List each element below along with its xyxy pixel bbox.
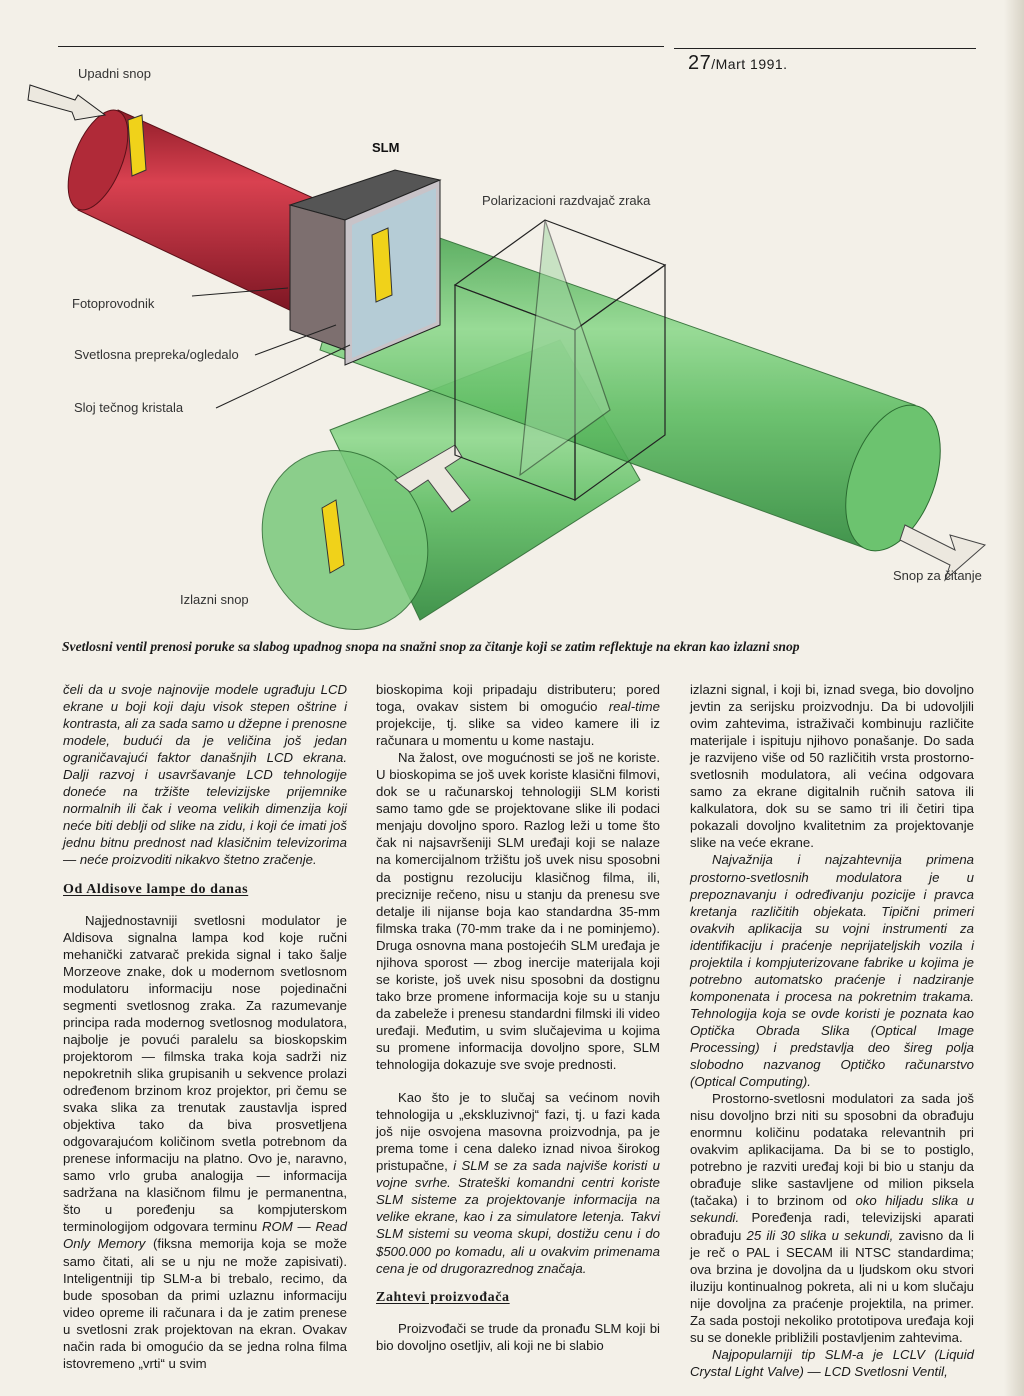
header-rule-left — [58, 46, 664, 47]
col2-paragraph-3: Kao što je to slučaj sa većinom novih tehnologija u „ekskluzivnoj“ fazi, tj. u fazi kada još nije osvojena masovna proizvodnja, pa je prema tome i cena daleko iznad nivoa širokog pristupačne, i SLM se za sada najviše koristi u vojne svrhe. Strateški komandni centri koriste SLM sisteme za projektovanje informacija na velike ekrane, kao i za simulatore letenja. Takvi SLM sistemi su veoma skupi, dostižu cenu i do $500.000 po komadu, ali u ovakvim primenama cena je od drugorazrednog značaja. — [376, 1090, 660, 1276]
col2-paragraph-4: Proizvođači se trude da pronađu SLM koji bi bio dovoljno osetljiv, ali koji ne bi slabio — [376, 1320, 660, 1353]
label-slm: SLM — [372, 140, 400, 155]
label-liquid-crystal: Sloj tečnog kristala — [74, 400, 184, 415]
figure-caption: Svetlosni ventil prenosi poruke sa slabog upadnog snopa na snažni snop za čitanje koji se zatim reflektuje na ekran kao izlazni snop — [62, 639, 800, 654]
section-heading-aldis: Od Aldisove lampe do danas — [63, 881, 249, 897]
column-1 — [63, 681, 347, 1372]
column-3 — [690, 681, 974, 1380]
col3-paragraph-3: Prostorno-svetlosni modulatori za sada još nisu dovoljno brzi niti su sposobni da obrađuju enormnu količinu podataka relevantnih pri ovakvim aplikacijama. Da bi se to postiglo, potrebno je razviti uređaj koji bi bio u stanju da obrađuje slike sastavljene od milion piksela (tačaka) i to brzinom od oko hiljadu slika u sekundi. Poređenja radi, televizijski aparati obrađuju 25 ili 30 slika u sekundi, zavisno da li je reč o PAL i SECAM ili NTSC standardima; ova brzina je dovoljna da u ljudskom oku stvori iluziju kontinualnog pokreta, ali ni u kom slučaju nije dovoljna za praćenje projektila, na primer. Za sada postoji nekoliko prototipova uređaja koji su se donekle približili postavljenim zahtevima. — [690, 1091, 975, 1345]
header-rule-right — [674, 48, 976, 49]
label-output-beam: Izlazni snop — [180, 592, 249, 607]
page-edge-shadow — [1004, 0, 1024, 1396]
col3-paragraph-2: Najvažnija i najzahtevnija primena prostorno-svetlosnih modulatora je u prepoznavanju i određivanju pozicije i pravca kretanja različitih objekata. Tipični primeri ovakvih aplikacija su vojni instrumenti za identifikaciju i praćenje neprijateljskih vozila i projektila i kompjuterizovane fabrike u kojima je potrebno automatsko praćenje i nadziranje komponenata i procesa na pokretnim trakama. Tehnologija koja se ovde koristi je poznata kao Optička Obrada Slika (Optical Image Processing) i predstavlja deo šireg polja slobodno nazvanog Optičko računarstvo (Optical Computing). — [690, 852, 974, 1090]
col2-paragraph-2: Na žalost, ove mogućnosti se još ne koriste. U bioskopima se još uvek koriste klasični filmovi, dok se u računarskoj tehnologiji SLM koristi samo tamo gde se projektovane slike ili podaci menjaju dovoljno sporo. Razlog leži u tome što čak ni najsavršeniji SLM uređaji koji se nalaze na komercijalnom tržištu još uvek nisu sposobni da postignu rezoluciju klasičnog filma, ili, preciznije rečeno, nisu u stanju da prenesu sve detalje ili nijanse boja kao standardna 35-mm filmska traka (70-mm trake da i ne pominjemo). Druga osnovna mana postojećih SLM uređaja je njihova sporost — zbog inercije materijala koji se koriste, još uvek nisu sposobni da dostignu tako brze promene informacija koje su u stanju da zabeleže i prenesu standardni filmski ili video uređaji. Međutim, u svim slučajevima u kojima su promene informacija dovoljno spore, SLM tehnologija dokazuje sve svoje prednosti. — [376, 750, 660, 1073]
slm-yellow-arrow — [372, 228, 392, 302]
col1-paragraph: Najjednostavniji svetlosni modulator je Aldisova signalna lampa kod koje ručni mehanički zatvarač prekida signal i tako šalje Morzeove znake, dok u modernom svetlosnom modulatoru informaciju nose pojedinačni segmenti svetlosnog zraka. Za razumevanje principa rada modernog svetlosnog modulatora, najbolje je povući paralelu sa bioskopskim projektorom — filmska traka koja sadrži niz nepokretnih slika grupisanih u sekvence prolazi određenom brzinom kroz projektor, pri čemu se svaka slika za trenutak zaustavlja ispred objektiva tako da biva prosvetljena odgovarajućom količinom svetla potrebnom da prenese informaciju na platno. Ovo je, naravno, samo vrlo gruba analogija — informacija sadržana na klasičnom filmu je permanentna, što u poređenju sa kompjuterskom terminologijom odgovara terminu ROM — Read Only Memory (fiksna memorija koja se može samo čitati, ali se u nju ne može zapisivati). Inteligentniji tip SLM-a bi trebalo, recimo, da bude sposoban da primi uzlaznu informaciju video opreme ili računara i da je zatim prenese u svetlosni zrak projektovan na ekran. Ovakav način rada bi omogućio da se jedna rolna filma istovremeno „vrti“ u svim — [63, 912, 348, 1371]
label-light-barrier: Svetlosna prepreka/ogledalo — [74, 347, 239, 362]
column-2 — [376, 681, 660, 1354]
label-incoming-beam: Upadni snop — [78, 66, 151, 81]
section-heading-requirements: Zahtevi proizvođača — [376, 1289, 510, 1305]
col2-paragraph-1: bioskopima koji pripadaju distributeru; pored toga, ovakav sistem bi omogućio real-time projekcije, tj. slike sa video kamere ili iz računara u momentu u kome nastaju. — [376, 682, 660, 749]
issue-date: 27/Mart 1991. — [688, 52, 788, 74]
label-photoconductor: Fotoprovodnik — [72, 296, 155, 311]
label-beam-splitter: Polarizacioni razdvajač zraka — [482, 193, 651, 208]
col1-intro: čeli da u svoje najnovije modele ugrađuju LCD ekrane u boji koji daju visok stepen oštrine i kontrasta, ali za sada samo u džepne i prenosne modele, budući da je veličina još jedan ograničavajući faktor današnjih LCD ekrana. Dalji razvoj i usavršavanje LCD tehnologije doneće na tržište televizijske prijemnike normalnih ili čak i veoma velikih dimenzija koji neće biti deblji od slike na zidu, i koji će imati još jednu bitnu prednost nad klasičnim televizorima — neće proizvoditi nikakvo štetno zračenje. — [63, 682, 347, 868]
col3-paragraph-4: Najpopularniji tip SLM-a je LCLV (Liquid Crystal Light Valve) — LCD Svetlosni Ventil, — [690, 1346, 974, 1379]
col3-paragraph-1: izlazni signal, i koji bi, iznad svega, bio dovoljno jevtin za serijsku proizvodnju. Da bi udovoljili ovim zahtevima, istraživači kombinuju različite materijale i ispituju njihovo ponašanje. Do sada je razvijeno više od 50 različitih vrsta prostorno-svetlosnih modulatora, ali većina odgovara samo za ekrane digitalnih ručnih satova ili kalkulatora, dok su se samo tri ili četiri tipa pokazali dovoljno kvalitetnim za projektovanje slike na veće ekrane. — [690, 682, 974, 851]
label-read-beam: Snop za čitanje — [893, 568, 982, 583]
